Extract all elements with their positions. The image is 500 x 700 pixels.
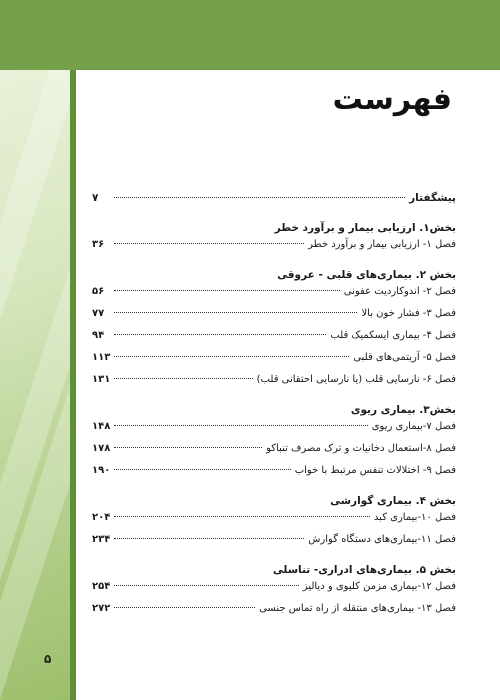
toc-entry-label: فصل ۱۲-بیماری مزمن کلیوی و دیالیز [302,581,456,592]
dot-leader [114,197,405,198]
dot-leader [114,378,252,379]
toc-entry-label: فصل ۴- بیماری ایسکمیک قلب [330,330,456,341]
toc-entry[interactable] [92,603,456,625]
toc-entry-page: ۳۶ [92,239,105,250]
toc-entry-label: فصل ۱۰-بیماری کبد [373,512,456,523]
toc-entry-page: ۲۷۲ [92,603,111,614]
dot-leader [114,425,367,426]
toc-entry-label: فصل ۱۳- بیماری‌های منتقله از راه تماس جنسی [259,603,456,614]
toc-entry-page: ۲۳۴ [92,534,111,545]
toc-entry-label: فصل ۳- فشار خون بالا [361,308,456,319]
section-heading: بخش۳. بیماری ریوی [350,404,456,416]
toc-entry[interactable] [92,512,456,534]
toc-entry[interactable] [92,374,456,396]
dot-leader [114,585,298,586]
dot-leader [114,538,304,539]
page-title: فهرست [332,82,452,117]
toc-entry-preface[interactable] [92,192,456,214]
toc-entry[interactable] [92,534,456,556]
dot-leader [114,334,326,335]
toc-entry[interactable] [92,239,456,261]
toc-entry-label: فصل ۱۱-بیماری‌های دستگاه گوارش [308,534,456,545]
toc-entry[interactable] [92,352,456,374]
toc-entry-label: فصل ۵- آریتمی‌های قلبی [353,352,456,363]
section-heading: بخش ۴. بیماری گوارشی [330,495,456,507]
toc-entry-page: ۱۴۸ [92,421,111,432]
toc-entry[interactable] [92,330,456,352]
toc-entry[interactable] [92,286,456,308]
toc-entry-page: ۱۳۱ [92,374,111,385]
toc-entry-page: ۱۹۰ [92,465,111,476]
dot-leader [114,607,255,608]
toc-entry-label: فصل ۹- اختلالات تنفس مرتبط با خواب [294,465,456,476]
table-of-contents [92,192,456,628]
dot-leader [114,469,290,470]
toc-entry-page: ۱۱۳ [92,352,111,363]
toc-entry[interactable] [92,465,456,487]
toc-entry-label: فصل ۱- ارزیابی بیمار و برآورد خطر [308,239,456,250]
toc-entry[interactable] [92,581,456,603]
toc-entry-label: پیشگفتار [409,192,456,204]
toc-entry[interactable] [92,443,456,465]
toc-entry-page: ۷۷ [92,308,105,319]
dot-leader [114,356,349,357]
header-band [0,0,500,70]
dot-leader [114,290,340,291]
toc-entry-page: ۵۶ [92,286,105,297]
section-heading: بخش ۲. بیماری‌های قلبی - عروقی [277,269,456,281]
page-number: ۵ [44,652,52,666]
dot-leader [114,312,357,313]
toc-entry-page: ۱۷۸ [92,443,111,454]
dot-leader [114,447,262,448]
side-band-edge [70,70,76,700]
section-heading: بخش ۵. بیماری‌های ادراری- تناسلی [272,564,456,576]
toc-entry[interactable] [92,308,456,330]
toc-entry[interactable] [92,421,456,443]
toc-entry-label: فصل ۲- اندوکاردیت عفونی [343,286,456,297]
section-heading: بخش۱. ارزیابی بیمار و برآورد خطر [274,222,456,234]
dot-leader [114,516,370,517]
toc-entry-label: فصل ۷-بیماری ریوی [371,421,456,432]
toc-entry-page: ۹۴ [92,330,105,341]
toc-entry-label: فصل ۸-استعمال دخانیات و ترک مصرف تنباکو [266,443,456,454]
dot-leader [114,243,304,244]
toc-entry-page: ۲۰۴ [92,512,111,523]
toc-entry-page: ۲۵۴ [92,581,111,592]
toc-entry-label: فصل ۶- نارسایی قلب (یا نارسایی احتقانی قلب) [256,374,456,385]
toc-entry-page: ۷ [92,192,99,204]
side-band [0,70,70,700]
